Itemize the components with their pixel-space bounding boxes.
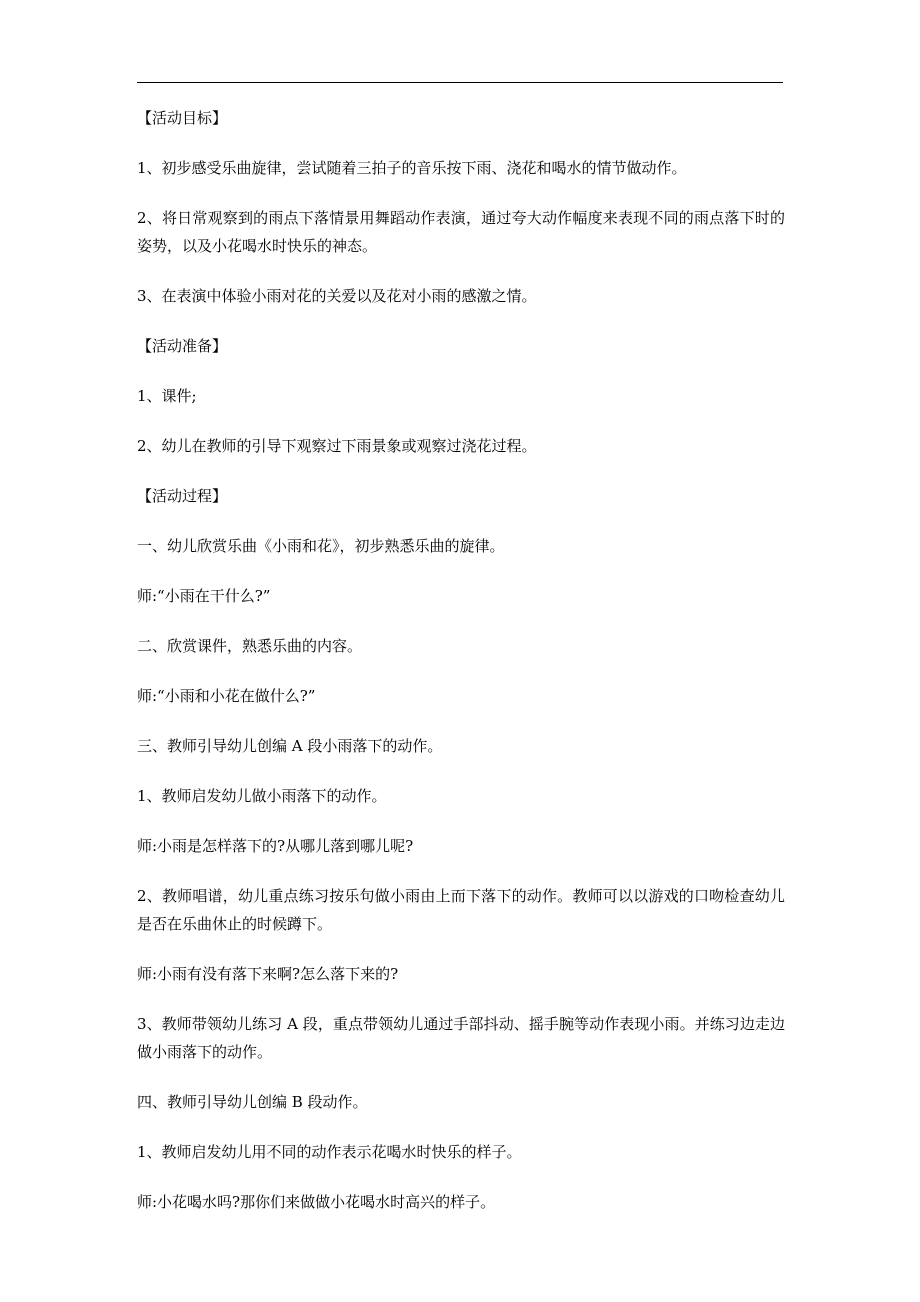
paragraph-teacher-line-1: 师:“小雨在干什么?” [137, 587, 271, 605]
paragraph-step-4-1: 1、教师启发幼儿用不同的动作表示花喝水时快乐的样子。 [137, 1143, 522, 1161]
paragraph-process-4: 四、教师引导幼儿创编 B 段动作。 [137, 1093, 368, 1111]
paragraph-teacher-line-2: 师:“小雨和小花在做什么?” [137, 687, 316, 705]
paragraph-step-3-2: 2、教师唱谱，幼儿重点练习按乐句做小雨由上而下落下的动作。教师可以以游戏的口吻检查幼儿是否在乐曲休止的时候蹲下。 [137, 887, 785, 933]
paragraph-prep-1: 1、课件; [137, 387, 197, 405]
paragraph-teacher-line-3: 师:小雨是怎样落下的?从哪儿落到哪儿呢? [137, 837, 414, 855]
header-rule [137, 82, 783, 83]
section-heading-goals: 【活动目标】 [137, 109, 228, 127]
paragraph-process-2: 二、欣赏课件，熟悉乐曲的内容。 [137, 637, 363, 655]
paragraph-goal-2: 2、将日常观察到的雨点下落情景用舞蹈动作表演，通过夸大动作幅度来表现不同的雨点落下时的姿势，以及小花喝水时快乐的神态。 [137, 209, 785, 255]
paragraph-goal-1: 1、初步感受乐曲旋律，尝试随着三拍子的音乐按下雨、浇花和喝水的情节做动作。 [137, 159, 687, 177]
section-heading-process: 【活动过程】 [137, 487, 228, 505]
paragraph-step-3-3: 3、教师带领幼儿练习 A 段，重点带领幼儿通过手部抖动、摇手腕等动作表现小雨。并练习边走边做小雨落下的动作。 [137, 1015, 785, 1061]
section-heading-preparation: 【活动准备】 [137, 337, 228, 355]
paragraph-process-1: 一、幼儿欣赏乐曲《小雨和花》，初步熟悉乐曲的旋律。 [137, 537, 505, 555]
paragraph-process-3: 三、教师引导幼儿创编 A 段小雨落下的动作。 [137, 737, 443, 755]
document-body [137, 104, 785, 1238]
paragraph-prep-2: 2、幼儿在教师的引导下观察过下雨景象或观察过浇花过程。 [137, 437, 537, 455]
paragraph-step-3-1: 1、教师启发幼儿做小雨落下的动作。 [137, 787, 387, 805]
paragraph-teacher-line-5: 师:小花喝水吗?那你们来做做小花喝水时高兴的样子。 [137, 1193, 496, 1211]
paragraph-teacher-line-4: 师:小雨有没有落下来啊?怎么落下来的? [137, 965, 399, 983]
paragraph-goal-3: 3、在表演中体验小雨对花的关爱以及花对小雨的感激之情。 [137, 287, 537, 305]
